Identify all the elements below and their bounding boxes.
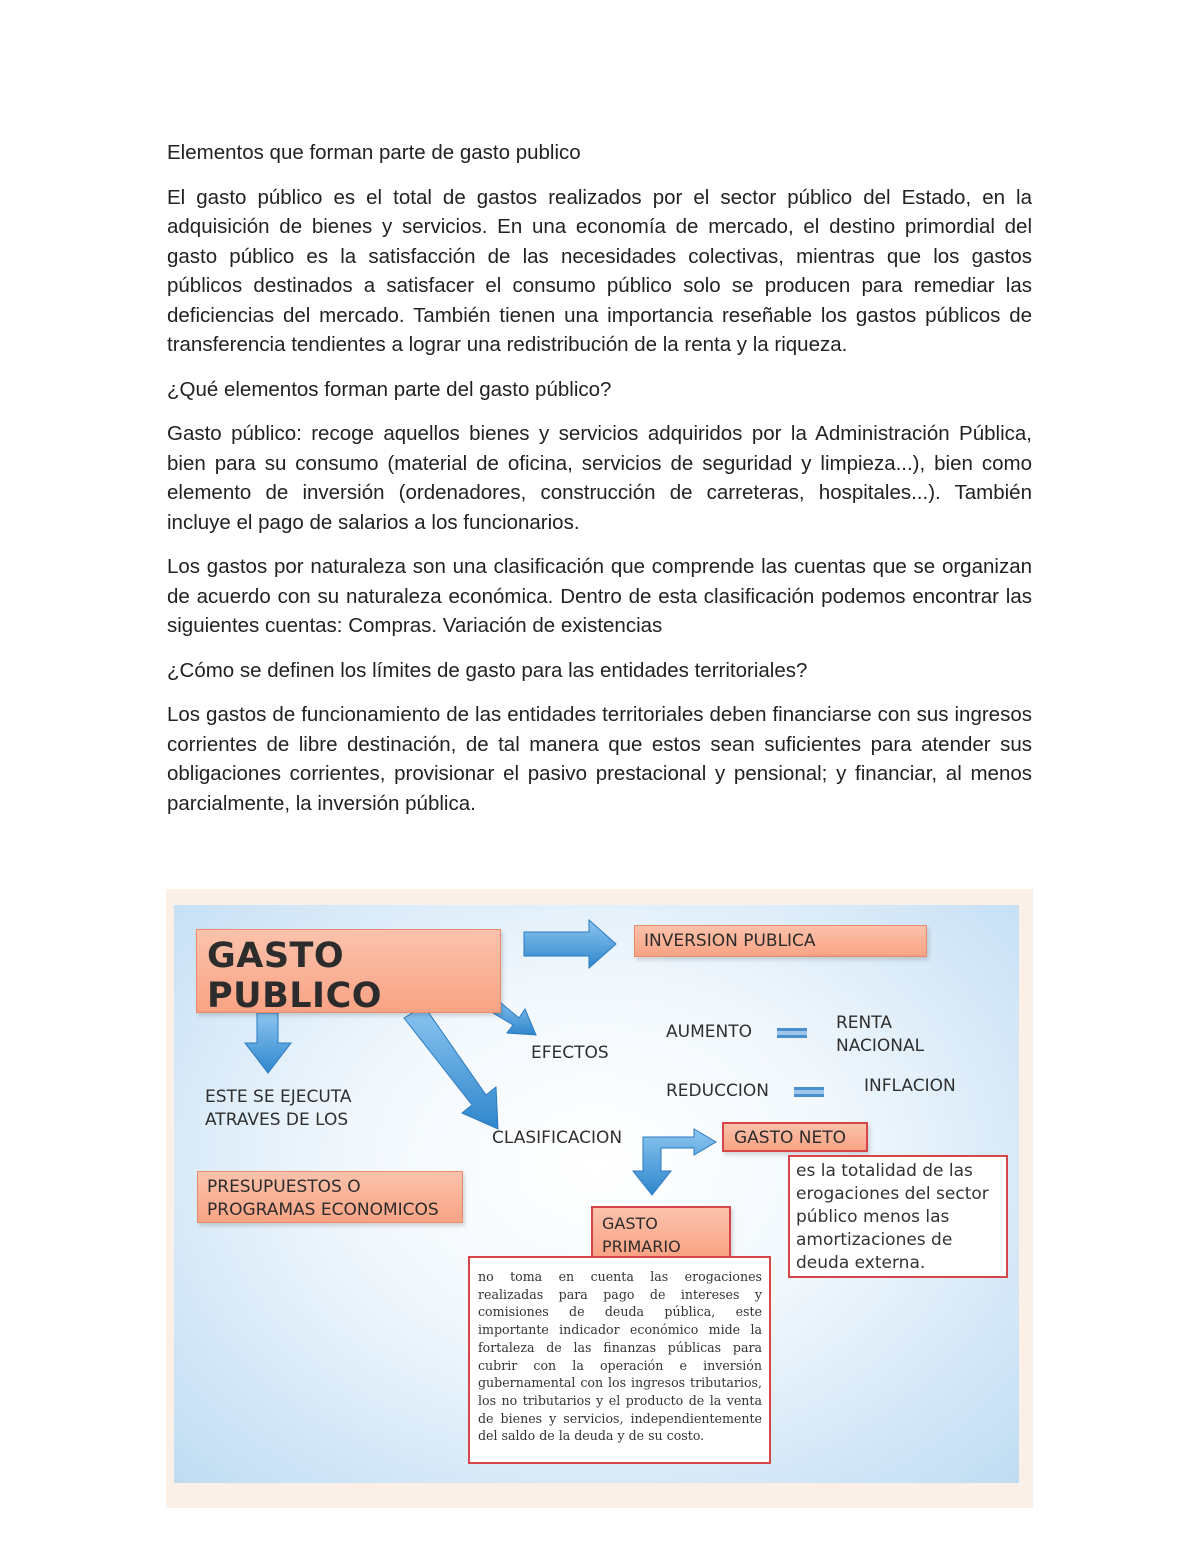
arrow-down-icon xyxy=(245,1013,291,1073)
inflacion-label: INFLACION xyxy=(864,1076,956,1096)
document-body xyxy=(167,138,1032,833)
clasificacion-label: CLASIFICACION xyxy=(492,1128,623,1148)
equals-icon xyxy=(777,1028,807,1038)
paragraph: Los gastos por naturaleza son una clasificación que comprende las cuentas que se organizan de acuerdo con su naturaleza económica. Dentro de esta clasificación podemos encontrar las siguientes cuentas: Compras. Variación de existencias xyxy=(167,555,1032,637)
paragraph: Los gastos de funcionamiento de las entidades territoriales deben financiarse con sus ingresos corrientes de libre destinación, de tal manera que estos sean suficientes para atender sus obligaciones corrientes, provisionar el pasivo prestacional y pensional; y financiar, al menos parcialmente, la inversión pública. xyxy=(167,703,1032,815)
efectos-label: EFECTOS xyxy=(531,1043,609,1063)
diagram-figure xyxy=(166,889,1033,1508)
presupuestos-box: PRESUPUESTOS O PROGRAMAS ECONOMICOS xyxy=(197,1171,463,1223)
equals-icon xyxy=(794,1087,824,1097)
aumento-label: AUMENTO xyxy=(666,1022,752,1042)
gasto-primario-box: GASTO PRIMARIO xyxy=(591,1206,731,1258)
gasto-primario-description: no toma en cuenta las erogaciones realizadas para pago de intereses y comisiones de deuda pública, este importante indicador económico mide la fortaleza de las finanzas públicas para cubrir con la operación e inversión gubernamental con los ingresos tributarios, los no tributarios y el producto de la venta de bienes y servicios, independientemente del saldo de la deuda y de su costo. xyxy=(468,1256,771,1464)
document-title: Elementos que forman parte de gasto publico xyxy=(167,141,581,164)
paragraph: El gasto público es el total de gastos realizados por el sector público del Estado, en la adquisición de bienes y servicios. En una economía de mercado, el destino primordial del gasto público es la satisfacción de las necesidades colectivas, mientras que los gastos públicos destinados a satisfacer el consumo público solo se producen para remediar las deficiencias del mercado. También tienen una importancia reseñable los gastos públicos de transferencia tendientes a lograr una redistribución de la renta y la riqueza. xyxy=(167,185,1032,356)
arrow-bent-icon xyxy=(633,1129,716,1195)
arrow-diagonal-long-icon xyxy=(404,1006,498,1129)
renta-nacional-label: RENTA NACIONAL xyxy=(836,1013,925,1056)
paragraph: Gasto público: recoge aquellos bienes y servicios adquiridos por la Administración Pública, bien para su consumo (material de oficina, servicios de seguridad y limpieza...), bien como elemento de inversión (ordenadores, construcción de carreteras, hospitales...). También incluye el pago de salarios a los funcionarios. xyxy=(167,422,1032,534)
arrow-right-icon xyxy=(524,920,616,968)
gasto-neto-description: es la totalidad de las erogaciones del sector público menos las amortizaciones de deuda externa. xyxy=(788,1155,1008,1278)
gasto-publico-diagram xyxy=(174,905,1019,1483)
gasto-neto-box: GASTO NETO xyxy=(722,1122,868,1152)
question-heading: ¿Cómo se definen los límites de gasto para las entidades territoriales? xyxy=(167,658,808,682)
inversion-publica-box: INVERSION PUBLICA xyxy=(634,925,927,957)
gasto-publico-title-box: GASTO PUBLICO xyxy=(196,929,501,1013)
ejecuta-label: ESTE SE EJECUTA ATRAVES DE LOS xyxy=(205,1087,352,1130)
reduccion-label: REDUCCION xyxy=(666,1081,769,1101)
question-heading: ¿Qué elementos forman parte del gasto público? xyxy=(167,377,612,401)
